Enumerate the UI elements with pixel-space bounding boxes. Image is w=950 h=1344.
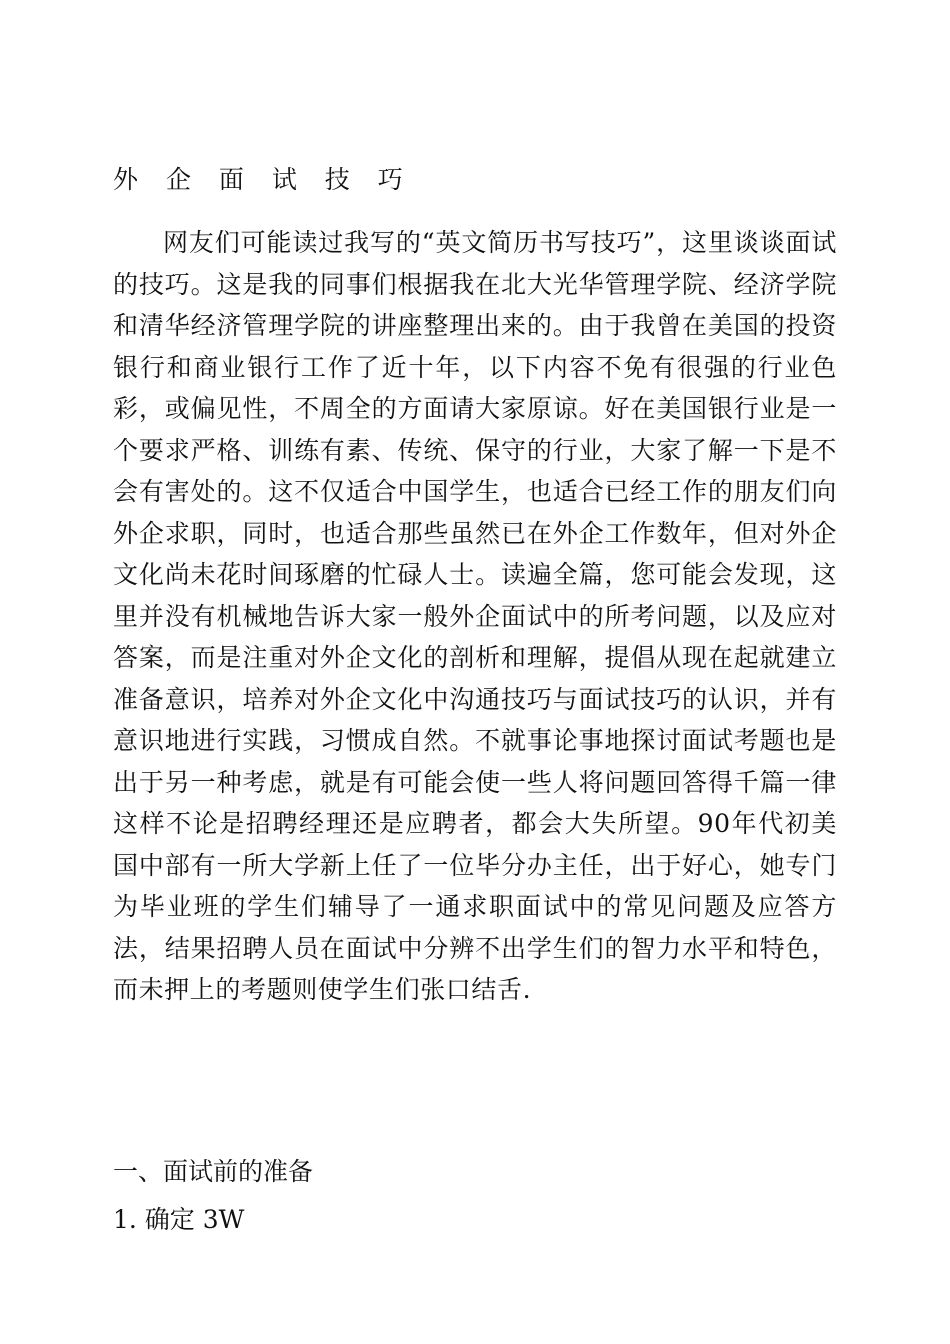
document-title: 外 企 面 试 技 巧 [113, 165, 413, 194]
section-heading: 一、面试前的准备 [113, 1157, 314, 1186]
intro-paragraph: 网友们可能读过我写的“英文简历书写技巧”，这里谈谈面试的技巧。这是我的同事们根据我在北大光华管理学院、经济学院和清华经济管理学院的讲座整理出来的。由于我曾在美国的投资银行和商业银行工作了近十年，以下内容不免有很强的行业色彩，或偏见性，不周全的方面请大家原谅。好在美国银行业是一个要求严格、训练有素、传统、保守的行业，大家了解一下是不会有害处的。这不仅适合中国学生，也适合已经工作的朋友们向外企求职，同时，也适合那些虽然已在外企工作数年，但对外企文化尚未花时间琢磨的忙碌人士。读遍全篇，您可能会发现，这里并没有机械地告诉大家一般外企面试中的所考问题，以及应对答案，而是注重对外企文化的剖析和理解，提倡从现在起就建立准备意识，培养对外企文化中沟通技巧与面试技巧的认识，并有意识地进行实践，习惯成自然。不就事论事地探讨面试考题也是出于另一种考虑，就是有可能会使一些人将问题回答得千篇一律这样不论是招聘经理还是应聘者，都会大失所望。90年代初美国中部有一所大学新上任了一位毕分办主任，出于好心，她专门为毕业班的学生们辅导了一通求职面试中的常见问题及应答方法，结果招聘人员在面试中分辨不出学生们的智力水平和特色，而未押上的考题则使学生们张口结舌. [113, 228, 837, 1004]
subsection-heading: 1. 确定 3W [113, 1205, 245, 1234]
